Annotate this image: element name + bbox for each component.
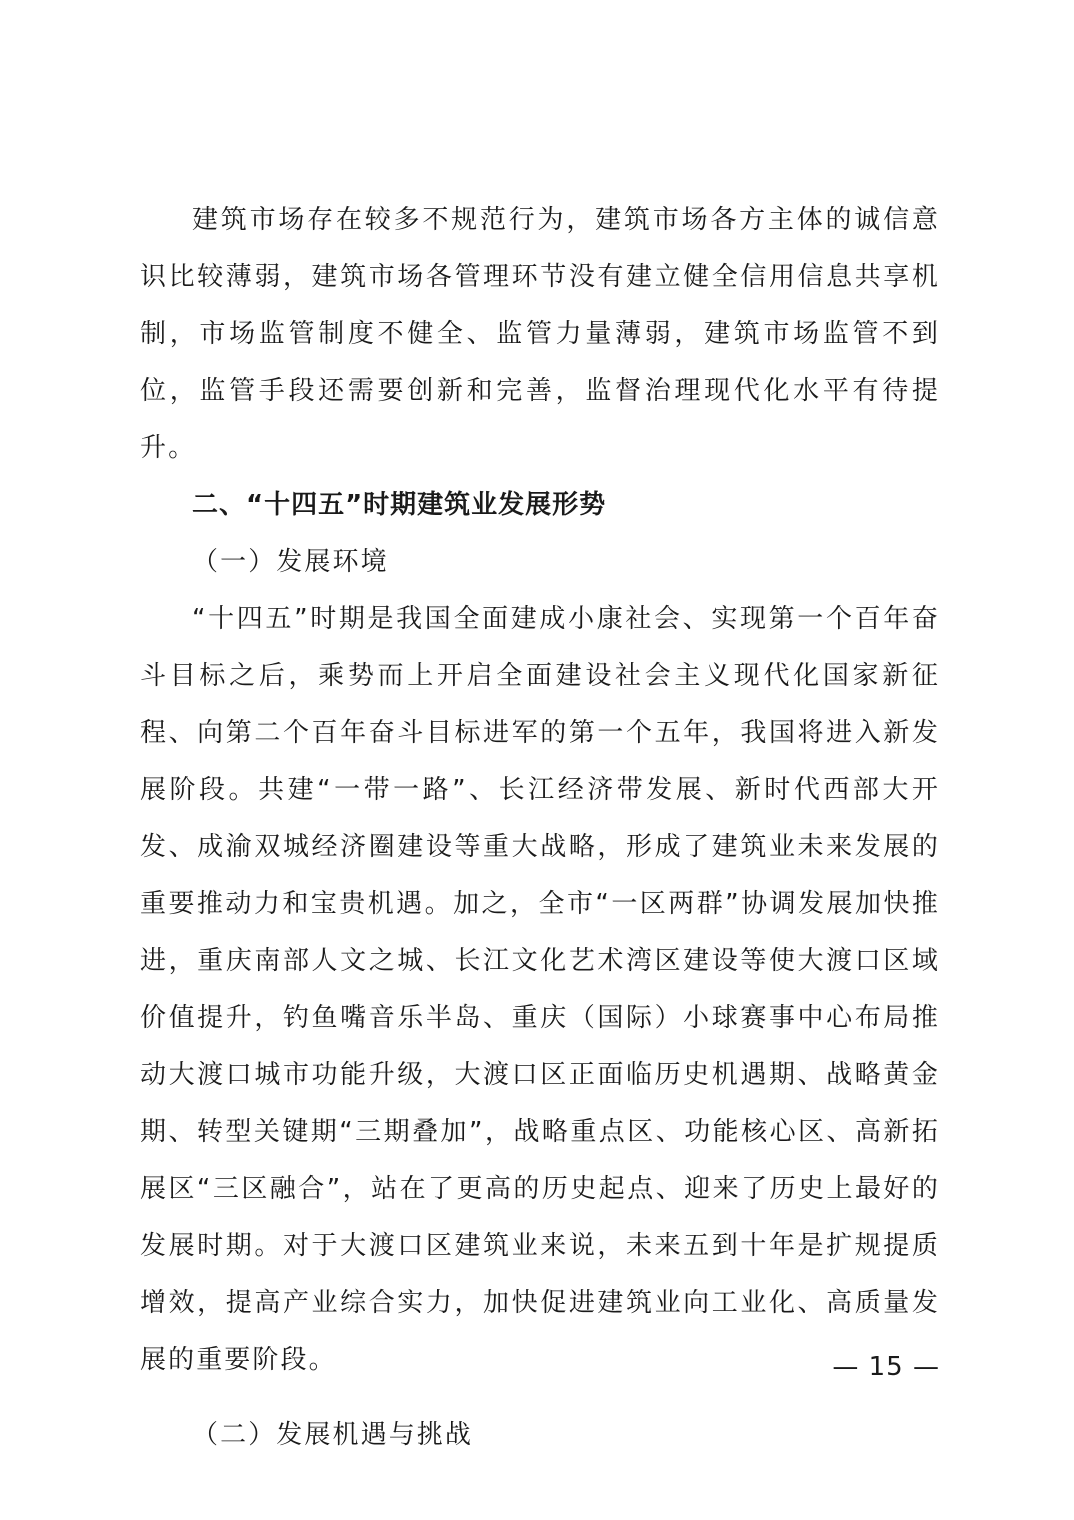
subsection-heading-opportunities: （二）发展机遇与挑战 (192, 1420, 474, 1450)
section-heading: 二、“十四五”时期建筑业发展形势 (192, 490, 607, 520)
paragraph-development-environment: “十四五”时期是我国全面建成小康社会、实现第一个百年奋斗目标之后，乘势而上开启全面建设社会主义现代化国家新征程、向第二个百年奋斗目标进军的第一个五年，我国将进入新发展阶段。共建“一带一路”、长江经济带发展、新时代西部大开发、成渝双城经济圈建设等重大战略，形成了建筑业未来发展的重要推动力和宝贵机遇。加之，全市“一区两群”协调发展加快推进，重庆南部人文之城、长江文化艺术湾区建设等使大渡口区域价值提升，钓鱼嘴音乐半岛、重庆（国际）小球赛事中心布局推动大渡口城市功能升级，大渡口区正面临历史机遇期、战略黄金期、转型关键期“三期叠加”，战略重点区、功能核心区、高新拓展区“三区融合”，站在了更高的历史起点、迎来了历史上最好的发展时期。对于大渡口区建筑业来说，未来五到十年是扩规提质增效，提高产业综合实力，加快促进建筑业向工业化、高质量发展的重要阶段。 (140, 604, 940, 1375)
page-number: — 15 — (832, 1352, 940, 1382)
paragraph-market-issues: 建筑市场存在较多不规范行为，建筑市场各方主体的诚信意识比较薄弱，建筑市场各管理环节没有建立健全信用信息共享机制，市场监管制度不健全、监管力量薄弱，建筑市场监管不到位，监管手段还需要创新和完善，监督治理现代化水平有待提升。 (140, 205, 940, 463)
document-body (140, 192, 940, 1464)
subsection-heading-environment: （一）发展环境 (192, 547, 389, 577)
paragraph-spacer (140, 1389, 940, 1407)
